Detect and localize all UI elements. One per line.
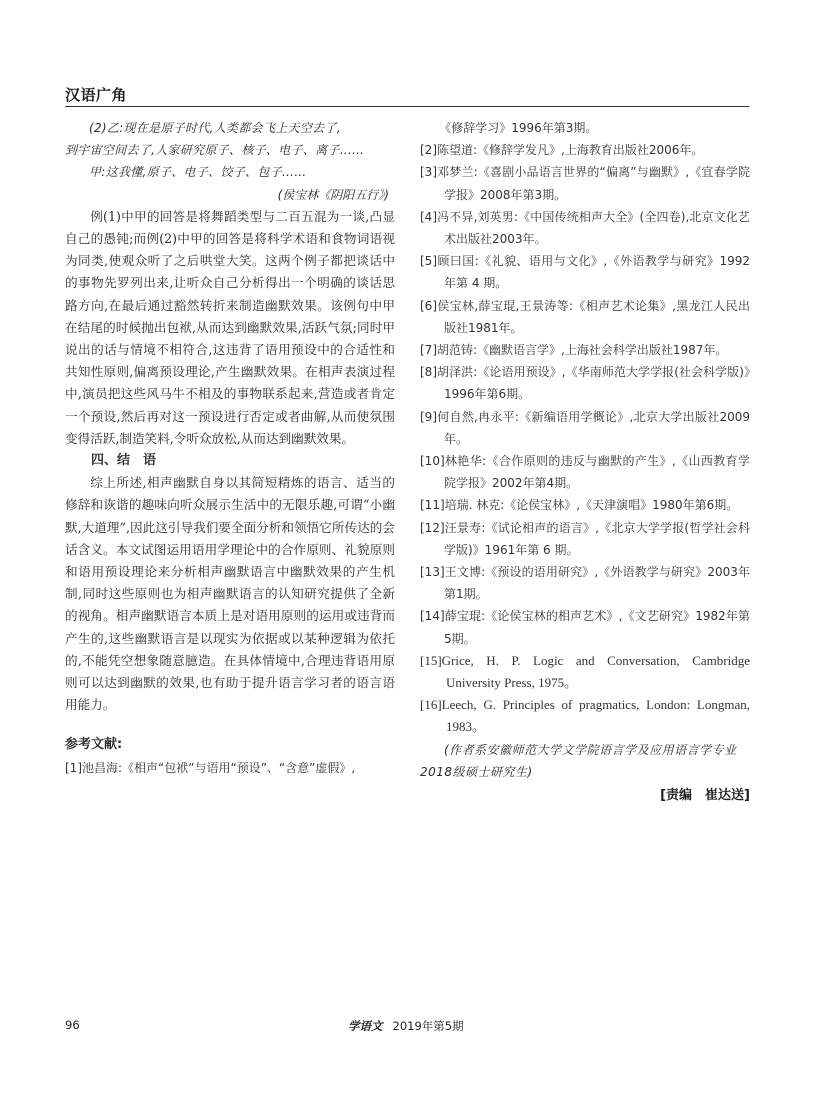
section-heading-conclusion: 四、结 语 bbox=[91, 453, 157, 469]
reference-item: [8]胡泽洪:《论语用预设》,《华南师范大学学报(社会科学版)》1996年第6期。 bbox=[420, 365, 750, 402]
reference-item: [9]何自然,冉永平:《新编语用学概论》,北京大学出版社2009年。 bbox=[420, 409, 750, 446]
header-divider bbox=[65, 106, 749, 107]
reference-item: [4]冯不异,刘英男:《中国传统相声大全》(全四卷),北京文化艺术出版社2003年。 bbox=[420, 209, 750, 247]
reference-item: [2]陈望道:《修辞学发凡》,上海教育出版社2006年。 bbox=[420, 143, 704, 158]
reference-item: [16]Leech, G. Principles of pragmatics, London: Longman, 1983。 bbox=[420, 697, 750, 735]
reference-item: [1]池昌海:《相声“包袱”与语用“预设”、“含意”虚假》, bbox=[65, 760, 356, 775]
reference-item: [15]Grice, H. P. Logic and Conversation, Cambridge University Press, 1975。 bbox=[420, 652, 750, 691]
page-number: 96 bbox=[65, 1018, 80, 1032]
dialogue-line: 到宇宙空间去了,人家研究原子、核子、电子、离子…… bbox=[65, 143, 365, 158]
dialogue-citation: (侯宝林《阴阳五行》) bbox=[277, 187, 389, 202]
reference-item: [14]薛宝琨:《论侯宝林的相声艺术》,《文艺研究》1982年第5期。 bbox=[420, 609, 750, 646]
section-header-title: 汉语广角 bbox=[65, 86, 128, 104]
dialogue-line: 甲:这我懂,原子、电子、饺子、包子…… bbox=[89, 165, 307, 180]
body-paragraph: 例(1)中甲的回答是将舞蹈类型与二百五混为一谈,凸显自己的愚钝;而例(2)中甲的回答是将科学术语和食物词语视为同类,使观众听了之后哄堂大笑。这两个例子都把谈话中的事物先罗列出来,让听众自己分析得出一个明确的谈话思路方向,在最后通过豁然转折来制造幽默效果。该例句中甲在结尾的时候抛出包袱,从而达到幽默效果,活跃气氛;同时甲说出的话与情境不相符合,这违背了语用预设中的合适性和共知性原则,偏离预设理论,产生幽默效果。在相声表演过程中,演员把这些风马牛不相及的事物联系起来,营造或者肯定一个预设,然后再对这一预设进行否定或者曲解,从而使氛围变得活跃,制造笑料,令听众放松,从而达到幽默效果。 bbox=[65, 208, 395, 446]
reference-item: [10]林艳华:《合作原则的违反与幽默的产生》,《山西教育学院学报》2002年第4期。 bbox=[420, 454, 750, 491]
right-column bbox=[420, 117, 750, 807]
reference-item: [6]侯宝林,薛宝琨,王景涛等:《相声艺术论集》,黑龙江人民出版社1981年。 bbox=[420, 298, 750, 335]
left-column bbox=[65, 117, 395, 779]
reference-item: [3]邓梦兰:《喜剧小品语言世界的“偏离”与幽默》,《宜春学院学报》2008年第3期。 bbox=[420, 165, 750, 202]
body-paragraph: 综上所述,相声幽默自身以其简短精炼的语言、适当的修辞和诙谐的趣味向听众展示生活中的无限乐趣,可谓“小幽默,大道理”,因此这引导我们要全面分析和领悟它所传达的会话含义。本文试图运用语用学理论中的合作原则、礼貌原则和语用预设理论来分析相声幽默语言中幽默效果的产生机制,同时这些原则也为相声幽默语言的认知研究提供了全新的视角。相声幽默语言本质上是对语用原则的运用或违背而产生的,这些幽默语言是以现实为依据或以某种逻辑为依托的,不能凭空想象随意臆造。在具体情境中,合理违背语用原则可以达到幽默的效果,也有助于提升语言学习者的语言语用能力。 bbox=[65, 475, 395, 713]
dialogue-line: (2)乙:现在是原子时代,人类都会飞上天空去了, bbox=[89, 121, 341, 135]
reference-item: [12]汪景寿:《试论相声的语言》,《北京大学学报(哲学社会科学版)》1961年第 6 期。 bbox=[420, 520, 750, 557]
reference-item-continued: 《修辞学习》1996年第3期。 bbox=[439, 121, 598, 135]
reference-item: [11]培瑞. 林克:《论侯宝林》,《天津演唱》1980年第6期。 bbox=[420, 498, 739, 513]
reference-item: [5]顾曰国:《礼貌、语用与文化》,《外语教学与研究》1992年第 4 期。 bbox=[420, 254, 750, 291]
editor-credit: [责编 崔达送] bbox=[660, 788, 750, 804]
references-heading: 参考文献: bbox=[65, 737, 123, 753]
journal-footer bbox=[348, 1018, 464, 1034]
journal-issue: 2019年第5期 bbox=[392, 1019, 464, 1033]
author-note: (作者系安徽师范大学文学院语言学及应用语言学专业2018级硕士研究生) bbox=[420, 742, 737, 779]
journal-name: 学语文 bbox=[348, 1019, 383, 1033]
reference-item: [7]胡范铸:《幽默语言学》,上海社会科学出版社1987年。 bbox=[420, 343, 728, 358]
reference-item: [13]王文博:《预设的语用研究》,《外语教学与研究》2003年第1期。 bbox=[420, 565, 750, 602]
